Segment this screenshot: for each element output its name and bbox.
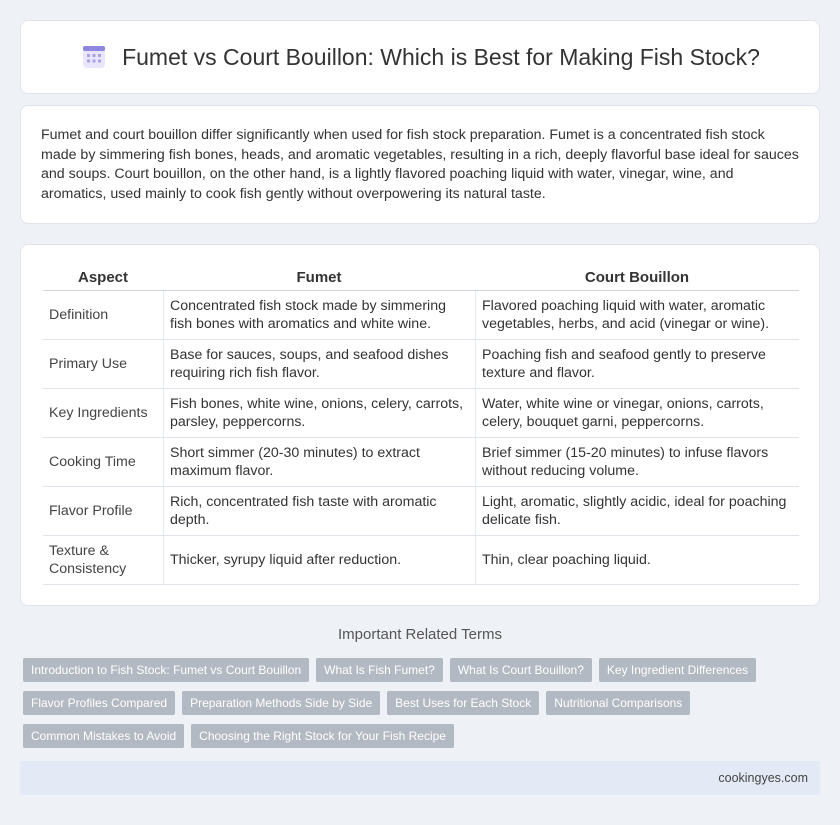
footer	[20, 761, 820, 795]
row-fumet: Concentrated fish stock made by simmering fish bones with aromatics and white wine.	[163, 291, 475, 340]
related-terms-heading: Important Related Terms	[338, 626, 502, 643]
related-term-tag[interactable]: Preparation Methods Side by Side	[182, 691, 380, 715]
comparison-table	[43, 267, 799, 585]
header-court-bouillon: Court Bouillon	[475, 267, 799, 291]
related-term-tag[interactable]: What Is Court Bouillon?	[450, 658, 592, 682]
row-fumet: Fish bones, white wine, onions, celery, carrots, parsley, peppercorns.	[163, 389, 475, 438]
table-header-row	[43, 267, 799, 291]
table-row	[43, 340, 799, 389]
row-court-bouillon: Thin, clear poaching liquid.	[475, 536, 799, 585]
related-term-tag[interactable]: Common Mistakes to Avoid	[23, 724, 184, 748]
row-aspect: Primary Use	[43, 340, 163, 389]
related-term-tag[interactable]: Introduction to Fish Stock: Fumet vs Court Bouillon	[23, 658, 309, 682]
row-fumet: Rich, concentrated fish taste with aromatic depth.	[163, 487, 475, 536]
row-court-bouillon: Water, white wine or vinegar, onions, carrots, celery, bouquet garni, peppercorns.	[475, 389, 799, 438]
related-term-tag[interactable]: Key Ingredient Differences	[599, 658, 756, 682]
related-term-tag[interactable]: Flavor Profiles Compared	[23, 691, 175, 715]
row-aspect: Definition	[43, 291, 163, 340]
page-title: Fumet vs Court Bouillon: Which is Best for Making Fish Stock?	[122, 43, 760, 70]
row-aspect: Texture & Consistency	[43, 536, 163, 585]
row-aspect: Flavor Profile	[43, 487, 163, 536]
row-court-bouillon: Light, aromatic, slightly acidic, ideal for poaching delicate fish.	[475, 487, 799, 536]
comparison-table-card	[20, 244, 820, 606]
row-fumet: Thicker, syrupy liquid after reduction.	[163, 536, 475, 585]
row-fumet: Short simmer (20-30 minutes) to extract maximum flavor.	[163, 438, 475, 487]
table-row	[43, 291, 799, 340]
table-row	[43, 438, 799, 487]
document-grid-icon	[80, 43, 108, 71]
table-row	[43, 389, 799, 438]
row-aspect: Cooking Time	[43, 438, 163, 487]
intro-paragraph: Fumet and court bouillon differ significantly when used for fish stock preparation. Fumet is a concentrated fish stock made by simmering fish bones, heads, and aromatic vegetables, resulting in a rich, deeply flavorful base ideal for sauces and soups. Court bouillon, on the other hand, is a lightly flavored poaching liquid with water, vinegar, wine, and aromatics, used mainly to cook fish gently without overpowering its natural taste.	[41, 127, 799, 202]
table-row	[43, 536, 799, 585]
header-fumet: Fumet	[163, 267, 475, 291]
header-card	[20, 20, 820, 94]
footer-site-link[interactable]: cookingyes.com	[718, 771, 808, 785]
related-terms-list	[23, 658, 783, 748]
related-term-tag[interactable]: Nutritional Comparisons	[546, 691, 690, 715]
related-term-tag[interactable]: What Is Fish Fumet?	[316, 658, 443, 682]
header	[80, 43, 760, 71]
intro-card	[20, 105, 820, 224]
related-term-tag[interactable]: Best Uses for Each Stock	[387, 691, 539, 715]
header-aspect: Aspect	[43, 267, 163, 291]
row-court-bouillon: Brief simmer (15-20 minutes) to infuse flavors without reducing volume.	[475, 438, 799, 487]
row-court-bouillon: Flavored poaching liquid with water, aromatic vegetables, herbs, and acid (vinegar or wine).	[475, 291, 799, 340]
related-term-tag[interactable]: Choosing the Right Stock for Your Fish Recipe	[191, 724, 454, 748]
row-court-bouillon: Poaching fish and seafood gently to preserve texture and flavor.	[475, 340, 799, 389]
table-row	[43, 487, 799, 536]
row-fumet: Base for sauces, soups, and seafood dishes requiring rich fish flavor.	[163, 340, 475, 389]
row-aspect: Key Ingredients	[43, 389, 163, 438]
